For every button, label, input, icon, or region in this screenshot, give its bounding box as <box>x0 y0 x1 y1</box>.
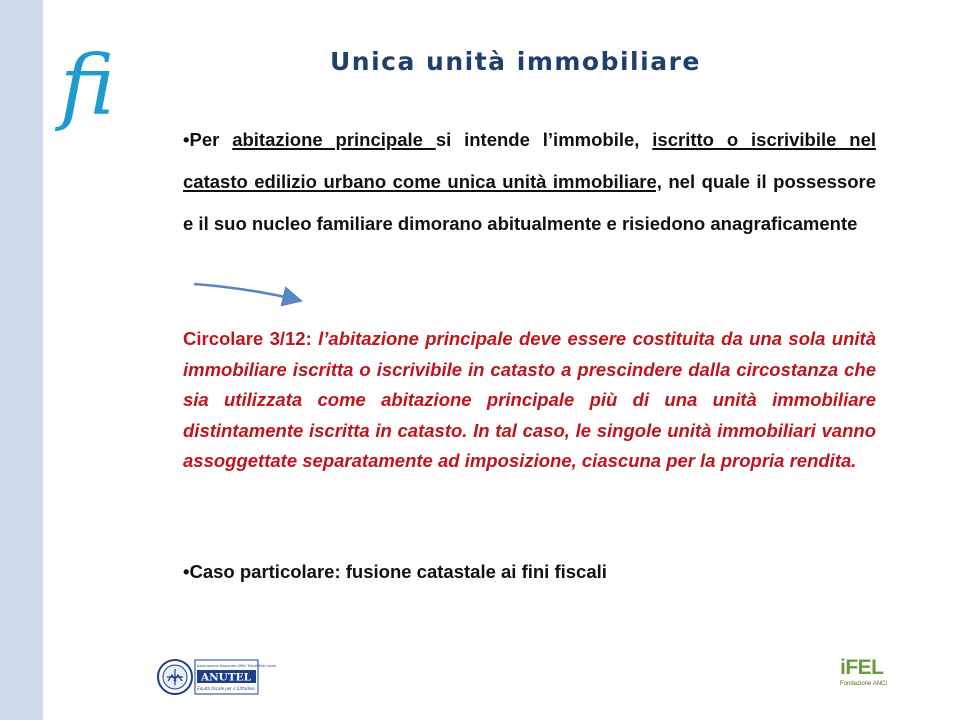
special-case-paragraph: •Caso particolare: fusione catastale ai fini fiscali <box>183 561 607 582</box>
definition-paragraph: •Per abitazione principale si intende l’immobile, iscritto o iscrivibile nel catasto edilizio urbano come unica unità immobiliare, nel quale il possessore e il suo nucleo familiare dimorano abitualmente e risiedono anagraficamente <box>183 129 876 234</box>
fi-logo-icon <box>58 39 130 134</box>
circolare-label: Circolare 3/12: <box>183 328 319 349</box>
circolare-paragraph <box>183 324 876 477</box>
ifel-logo <box>840 656 888 699</box>
anutel-logo <box>155 657 277 697</box>
svg-text:Associazione Nazionale Uffici: Associazione Nazionale Uffici Tributi Enti Locali <box>197 664 277 668</box>
ifel-name: iFEL <box>840 656 884 679</box>
underlined-term: abitazione principale <box>232 129 436 150</box>
page-title: Unica unità immobiliare <box>330 47 701 76</box>
left-sidebar-band <box>0 0 43 720</box>
svg-text:Equità fiscale per il Cittadin: Equità fiscale per il Cittadino <box>197 686 255 691</box>
arrow-icon <box>188 278 308 308</box>
svg-text:ANUTEL: ANUTEL <box>200 671 252 684</box>
underlined-term: iscritto o iscrivibile nel catasto edilizio urbano come unica unità immobiliare, <box>183 129 876 192</box>
svg-text:fi: fi <box>60 39 115 134</box>
bullet: • <box>183 561 190 582</box>
circolare-quote: l’abitazione principale deve essere costituita da una sola unità immobiliare iscritta o iscrivibile in catasto a prescindere dalla circostanza che sia utilizzata come abitazione principale più di una unità immobiliare distintamente iscritta in catasto. In tal caso, le singole unità immobiliari vanno assoggettate separatamente ad imposizione, ciascuna per la propria rendita. <box>183 328 876 472</box>
bullet: • <box>183 129 190 150</box>
ifel-subtitle: Fondazione ANCI <box>840 681 888 687</box>
